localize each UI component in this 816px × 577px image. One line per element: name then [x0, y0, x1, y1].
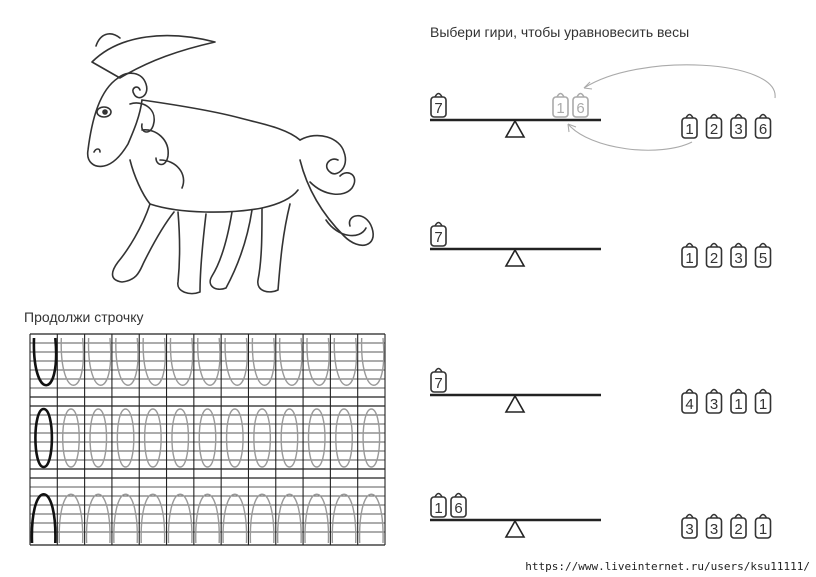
- source-url[interactable]: https://www.liveinternet.ru/users/ksu11111/: [525, 560, 810, 573]
- weight-label: 3: [709, 396, 719, 413]
- trace-cup-arcs: [143, 338, 165, 385]
- trace-cup-arcs: [252, 338, 274, 385]
- weight-icon: [756, 515, 771, 539]
- scale-fulcrum: [506, 521, 524, 537]
- weight-icon: [682, 115, 697, 139]
- weight-icon: [756, 390, 771, 414]
- weight-label: 7: [434, 229, 443, 246]
- trace-ovals: [336, 409, 353, 467]
- weight-options[interactable]: [682, 244, 771, 268]
- trace-arch-wave: [87, 494, 111, 543]
- weight-icon: [682, 244, 697, 268]
- weight-label: 2: [709, 250, 719, 267]
- weight-icon: [756, 115, 771, 139]
- trace-arch-wave: [141, 494, 165, 543]
- weight-icon: [707, 515, 722, 539]
- weight-options[interactable]: [682, 515, 771, 539]
- weight-label: 7: [434, 375, 443, 392]
- weight-label: 1: [685, 121, 694, 138]
- weight-icon: [707, 115, 722, 139]
- trace-cup-arcs: [280, 338, 302, 385]
- scale-fulcrum: [506, 396, 524, 412]
- weight-icon: [431, 94, 446, 118]
- trace-arch-wave: [250, 494, 274, 543]
- trace-arch-wave: [305, 494, 329, 543]
- weight-label: 1: [758, 396, 768, 413]
- balance-scale: [430, 494, 771, 539]
- scale-task-heading: Выбери гири, чтобы уравновесить весы: [430, 24, 690, 40]
- trace-cup-arcs: [170, 338, 192, 385]
- weight-label: 1: [685, 250, 694, 267]
- trace-ovals: [254, 409, 271, 467]
- trace-arch-wave: [114, 494, 138, 543]
- weight-icon: [431, 369, 446, 393]
- weight-icon: [431, 494, 446, 518]
- trace-arch-wave: [32, 494, 56, 543]
- weight-icon: [731, 390, 746, 414]
- weight-icon: [707, 244, 722, 268]
- trace-arch-wave: [360, 494, 384, 543]
- trace-cup-arcs: [198, 338, 220, 385]
- weight-label: 4: [685, 396, 694, 413]
- trace-ovals: [90, 409, 107, 467]
- trace-arch-wave: [59, 494, 83, 543]
- weight-options[interactable]: [682, 390, 771, 414]
- weight-icon: [731, 115, 746, 139]
- trace-cup-arcs: [34, 338, 56, 385]
- trace-cup-arcs: [116, 338, 138, 385]
- trace-cup-arcs: [61, 338, 83, 385]
- weight-label: 1: [758, 521, 768, 538]
- trace-ovals: [145, 409, 162, 467]
- balance-scale: [430, 223, 771, 268]
- weight-label: 1: [434, 500, 443, 517]
- scale-fulcrum: [506, 121, 524, 137]
- trace-ovals: [227, 409, 244, 467]
- weight-icon: [707, 390, 722, 414]
- weight-label: 6: [576, 100, 585, 117]
- trace-cup-arcs: [225, 338, 247, 385]
- trace-arch-wave: [332, 494, 356, 543]
- trace-ovals: [172, 409, 189, 467]
- weight-label: 1: [734, 396, 743, 413]
- weight-icon: [682, 390, 697, 414]
- scale-fulcrum: [506, 250, 524, 266]
- weight-label: 3: [734, 121, 743, 138]
- weight-options[interactable]: [682, 115, 771, 139]
- weight-label: 3: [685, 521, 694, 538]
- trace-arch-wave: [278, 494, 302, 543]
- balance-scale: [430, 94, 771, 139]
- weight-icon: [553, 94, 568, 118]
- trace-ovals: [63, 409, 80, 467]
- trace-cup-arcs: [89, 338, 111, 385]
- weight-label: 5: [758, 250, 768, 267]
- trace-ovals: [117, 409, 134, 467]
- weight-label: 1: [556, 100, 565, 117]
- balance-scale: [430, 369, 771, 414]
- weight-icon: [573, 94, 588, 118]
- trace-arch-wave: [223, 494, 247, 543]
- trace-arch-wave: [168, 494, 192, 543]
- trace-arch-wave: [196, 494, 220, 543]
- weight-icon: [731, 515, 746, 539]
- weight-label: 2: [709, 121, 719, 138]
- weight-icon: [731, 244, 746, 268]
- pony-illustration: [88, 34, 373, 294]
- trace-ovals: [199, 409, 216, 467]
- trace-cup-arcs: [307, 338, 329, 385]
- weight-label: 7: [434, 100, 443, 117]
- trace-ovals: [308, 409, 325, 467]
- copy-task-heading: Продолжи строчку: [24, 309, 144, 325]
- trace-ovals: [35, 409, 52, 467]
- weight-label: 2: [734, 521, 743, 538]
- trace-ovals: [363, 409, 380, 467]
- trace-cup-arcs: [334, 338, 356, 385]
- trace-ovals: [281, 409, 298, 467]
- balance-scales: [430, 94, 771, 539]
- weight-label: 3: [734, 250, 743, 267]
- weight-icon: [682, 515, 697, 539]
- weight-icon: [431, 223, 446, 247]
- weight-label: 6: [454, 500, 463, 517]
- weight-label: 6: [758, 121, 768, 138]
- trace-cup-arcs: [362, 338, 384, 385]
- weight-icon: [756, 244, 771, 268]
- weight-icon: [451, 494, 466, 518]
- weight-label: 3: [709, 521, 719, 538]
